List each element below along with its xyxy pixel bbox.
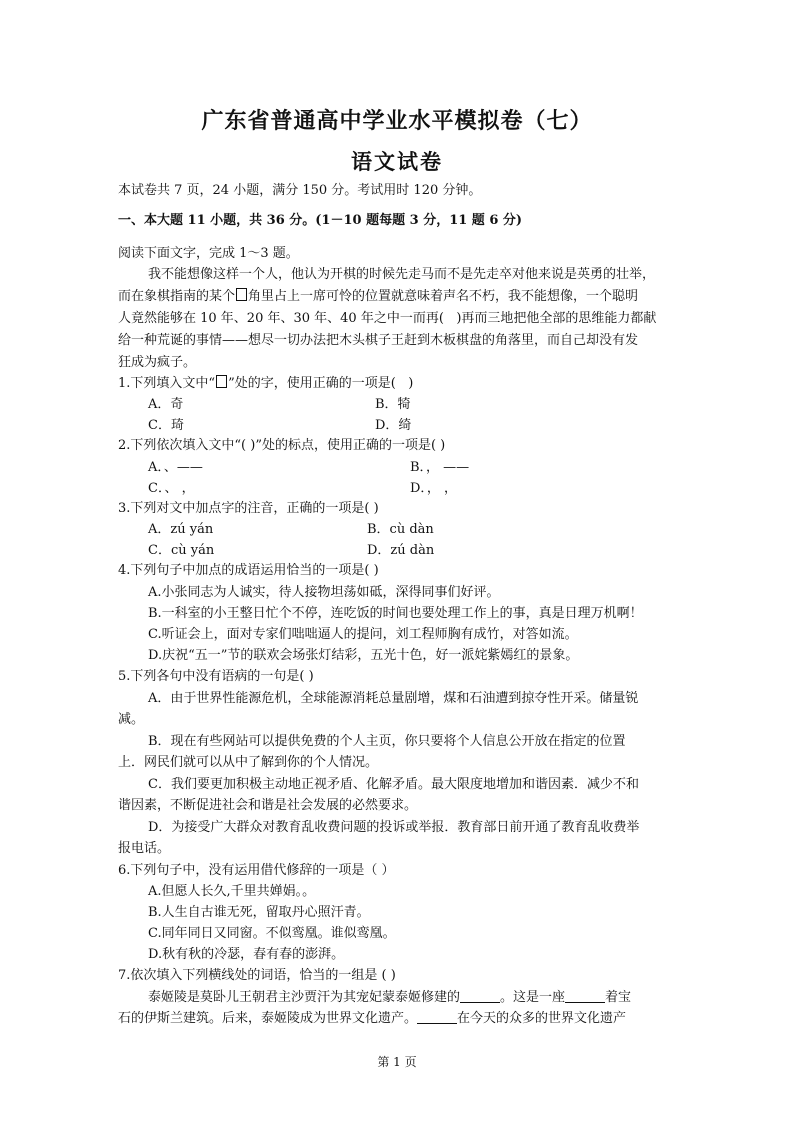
passage-line xyxy=(118,1009,698,1029)
option-a[interactable]: A．zú yán xyxy=(148,522,214,537)
option-a[interactable]: A．、—— xyxy=(148,460,203,475)
question-6-stem: 6.下列句子中，没有运用借代修辞的一项是（ ） xyxy=(118,863,395,878)
passage-text: 角里占上一席可怜的位置就意味着声名不朽，我不能想像，一个聪明 xyxy=(248,289,639,304)
passage-text: 。这是一座 xyxy=(500,990,566,1005)
blank-box-icon xyxy=(236,288,247,301)
passage-text: 而在象棋指南的某个 xyxy=(118,289,236,304)
section-heading: 一、本大题 11 小题，共 36 分。(1－10 题每题 3 分，11 题 6 分) xyxy=(118,213,523,228)
page-subtitle: 语文试卷 xyxy=(351,149,443,174)
option-c[interactable]: C.同年同日又同窗。不似鸾凰。谁似鸾凰。 xyxy=(148,926,396,941)
option-b[interactable]: B．， —— xyxy=(410,460,470,475)
question-5-stem: 5.下列各句中没有语病的一句是( ) xyxy=(118,669,314,684)
page-number: 第 1 页 xyxy=(377,1055,417,1069)
option-c[interactable]: C．、 ， xyxy=(148,481,195,496)
passage-text: 在今天的众多的世界文化遗产 xyxy=(457,1011,627,1026)
passage-line: 我不能想像这样一个人，他认为开棋的时候先走马而不是先走卒对他来说是英勇的壮举， xyxy=(148,267,656,282)
option-b[interactable]: B．犄 xyxy=(375,397,411,412)
exam-intro: 本试卷共 7 页，24 小题，满分 150 分。考试用时 120 分钟。 xyxy=(118,183,482,198)
question-1-stem xyxy=(118,374,698,394)
passage-text: 着宝 xyxy=(605,990,632,1005)
option-a-cont: 减。 xyxy=(118,712,145,727)
option-d[interactable]: D．zú dàn xyxy=(367,543,435,558)
option-b[interactable]: B．cù dàn xyxy=(367,522,434,537)
answer-blank[interactable] xyxy=(460,988,500,1003)
passage-text: 泰姬陵是莫卧儿王朝君主沙贾汗为其宠妃蒙泰姬修建的 xyxy=(148,990,461,1005)
passage-text: 人竟然能够在 10 年、20 年、30 年、40 年之中一而再( xyxy=(118,311,444,326)
option-a[interactable]: A．由于世界性能源危机，全球能源消耗总量剧增，煤和石油遭到掠夺性开采。储量锐 xyxy=(148,691,639,706)
question-text: ”处的字，使用正确的一项是( xyxy=(228,376,396,391)
question-2-stem: 2.下列依次填入文中“( )”处的标点，使用正确的一项是( ) xyxy=(118,438,446,453)
option-a[interactable]: A．奇 xyxy=(148,397,184,412)
passage-line xyxy=(118,287,698,307)
option-d[interactable]: D．， ， xyxy=(410,481,458,496)
option-b[interactable]: B．现在有些网站可以提供免费的个人主页，你只要将个人信息公开放在指定的位置 xyxy=(148,734,626,749)
option-b[interactable]: B.一科室的小王整日忙个不停，连吃饭的时间也要处理工作上的事，真是日理万机啊！ xyxy=(148,606,643,621)
passage-line: 给一种荒诞的事情——想尽一切办法把木头棋子王赶到木板棋盘的角落里，而自己却没有发 xyxy=(118,333,639,348)
option-d[interactable]: D．绮 xyxy=(375,418,412,433)
option-d[interactable]: D．为接受广大群众对教育乱收费问题的投诉或举报．教育部日前开通了教育乱收费举 xyxy=(148,820,640,835)
question-3-stem: 3.下列对文中加点字的注音，正确的一项是( ) xyxy=(118,501,379,516)
question-7-stem: 7.依次填入下列横线处的词语，恰当的一组是 ( ) xyxy=(118,968,396,983)
option-c[interactable]: C．cù yán xyxy=(148,543,215,558)
page-title: 广东省普通高中学业水平模拟卷（七） xyxy=(201,108,593,134)
option-b[interactable]: B.人生自古谁无死，留取丹心照汗青。 xyxy=(148,905,370,920)
answer-blank[interactable] xyxy=(565,988,605,1003)
question-4-stem: 4.下列句子中加点的成语运用恰当的一项是( ) xyxy=(118,563,379,578)
passage-text: )再而三地把他全部的思维能力都献 xyxy=(456,311,657,326)
question-text: ) xyxy=(408,376,414,391)
option-c-cont: 谐因素，不断促进社会和谐是社会发展的必然要求。 xyxy=(118,798,418,813)
passage-line: 狂成为疯子。 xyxy=(118,355,197,370)
option-a[interactable]: A.小张同志为人诚实，待人接物坦荡如砥，深得同事们好评。 xyxy=(148,585,500,600)
option-b-cont: 上．网民们就可以从中了解到你的个人情况。 xyxy=(118,755,379,770)
option-c[interactable]: C．琦 xyxy=(148,418,184,433)
blank-box-icon xyxy=(216,375,227,388)
option-d[interactable]: D.庆祝“五一”节的联欢会场张灯结彩，五光十色，好一派姹紫嫣红的景象。 xyxy=(148,648,579,663)
option-d[interactable]: D.秋有秋的冷瑟，春有春的澎湃。 xyxy=(148,947,345,962)
answer-blank[interactable] xyxy=(417,1009,457,1024)
passage-text: 石的伊斯兰建筑。后来，泰姬陵成为世界文化遗产。 xyxy=(118,1011,418,1026)
question-text: 1.下列填入文中“ xyxy=(118,376,216,391)
option-c[interactable]: C.听证会上，面对专家们咄咄逼人的提问，刘工程师胸有成竹，对答如流。 xyxy=(148,627,578,642)
passage-line xyxy=(148,988,728,1008)
option-c[interactable]: C．我们要更加积极主动地正视矛盾、化解矛盾。最大限度地增加和谐因素．减少不和 xyxy=(148,777,639,792)
reading-prompt: 阅读下面文字，完成 1～3 题。 xyxy=(118,246,299,261)
option-d-cont: 报电话。 xyxy=(118,841,171,856)
passage-line xyxy=(118,309,698,329)
option-a[interactable]: A.但愿人长久,千里共婵娟。。 xyxy=(148,884,316,899)
